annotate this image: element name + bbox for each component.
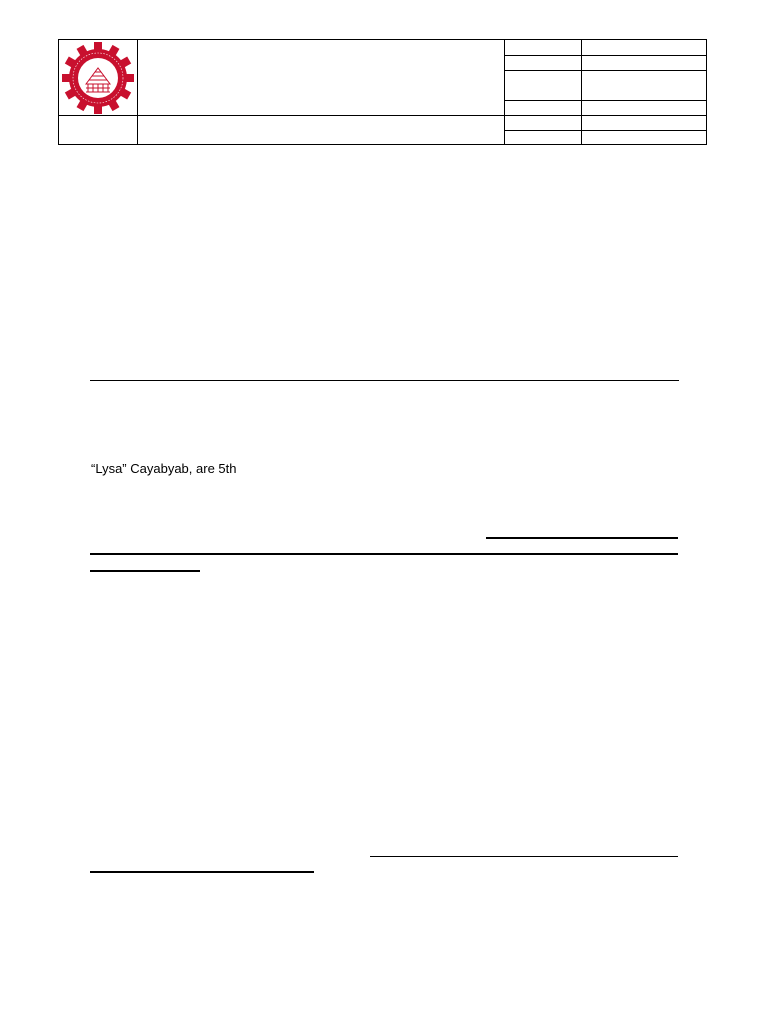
header-left-bottom-cell bbox=[59, 116, 138, 145]
header-value-cell-4 bbox=[582, 101, 707, 116]
body-paragraph: “Lysa” Cayabyab, are 5th bbox=[91, 461, 237, 476]
underline-blank-3 bbox=[90, 570, 200, 572]
header-title-cell bbox=[138, 40, 505, 116]
header-label-cell-3 bbox=[505, 71, 582, 101]
logo-cell bbox=[59, 40, 138, 116]
section-divider bbox=[90, 380, 679, 381]
university-seal-icon bbox=[60, 41, 136, 115]
header-label-cell-5 bbox=[505, 116, 582, 131]
document-header-table bbox=[58, 39, 707, 145]
header-label-cell-1 bbox=[505, 40, 582, 56]
underline-blank-2 bbox=[90, 553, 678, 555]
underline-blank-4 bbox=[370, 856, 678, 857]
header-label-cell-4 bbox=[505, 101, 582, 116]
header-value-cell-2 bbox=[582, 56, 707, 71]
underline-blank-5 bbox=[90, 871, 314, 873]
header-value-cell-5 bbox=[582, 116, 707, 131]
underline-blank-1 bbox=[486, 537, 678, 539]
header-value-cell-1 bbox=[582, 40, 707, 56]
header-subtitle-cell bbox=[138, 116, 505, 145]
header-label-cell-6 bbox=[505, 131, 582, 145]
header-value-cell-3 bbox=[582, 71, 707, 101]
header-label-cell-2 bbox=[505, 56, 582, 71]
header-value-cell-6 bbox=[582, 131, 707, 145]
